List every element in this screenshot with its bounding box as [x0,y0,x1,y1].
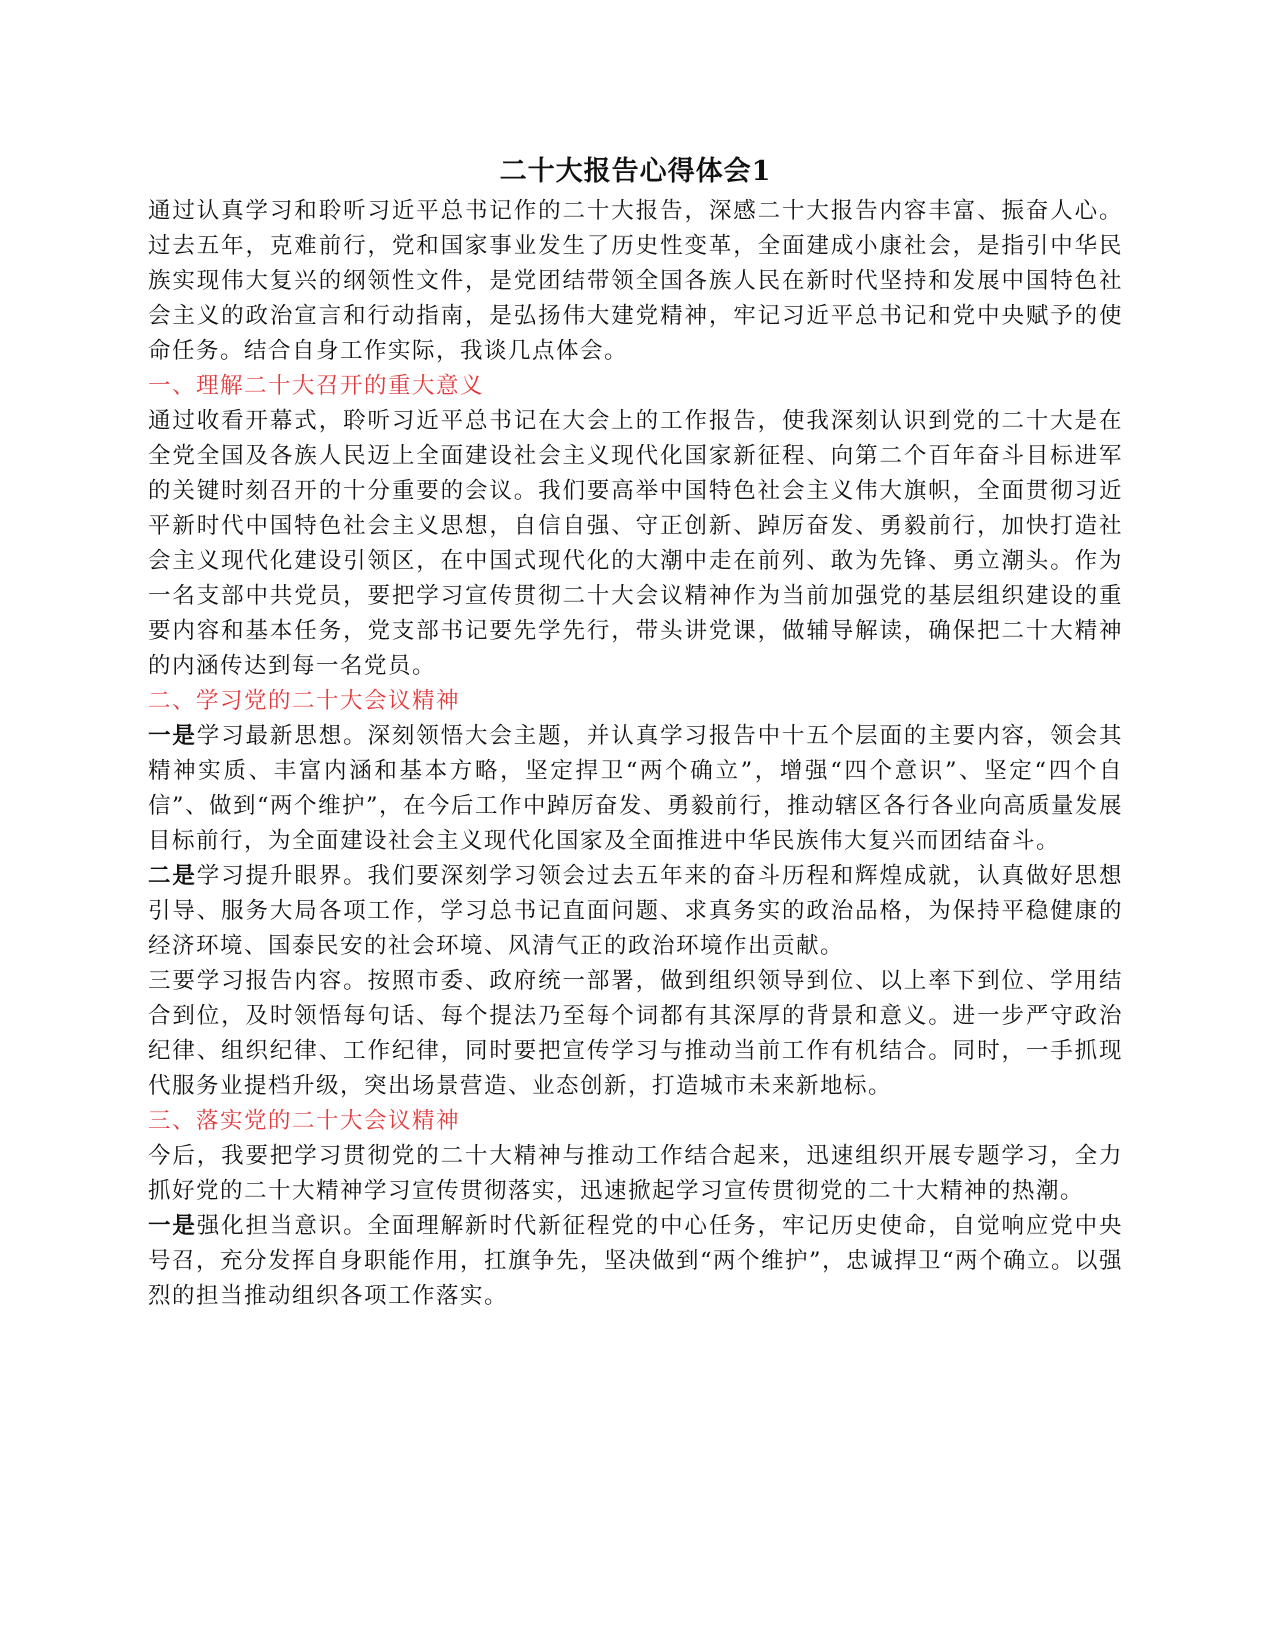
section-3-heading: 三、落实党的二十大会议精神 [148,1108,461,1134]
paragraph-text: 学习提升眼界。我们要深刻学习领会过去五年来的奋斗历程和辉煌成就，认真做好思想引导、服务大局各项工作，学习总书记直面问题、求真务实的政治品格，为保持平稳健康的经济环境、国泰民安的社会环境、风清气正的政治环境作出贡献。 [148,863,1123,959]
paragraph-lead: 一是 [148,723,197,749]
paragraph-text: 通过收看开幕式，聆听习近平总书记在大会上的工作报告，使我深刻认识到党的二十大是在全党全国及各族人民迈上全面建设社会主义现代化国家新征程、向第二个百年奋斗目标进军的关键时刻召开的十分重要的会议。我们要高举中国特色社会主义伟大旗帜，全面贯彻习近平新时代中国特色社会主义思想，自信自强、守正创新、踔厉奋发、勇毅前行，加快打造社会主义现代化建设引领区，在中国式现代化的大潮中走在前列、敢为先锋、勇立潮头。作为一名支部中共党员，要把学习宣传贯彻二十大会议精神作为当前加强党的基层组织建设的重要内容和基本任务，党支部书记要先学先行，带头讲党课，做辅导解读，确保把二十大精神的内涵传达到每一名党员。 [148,408,1123,679]
section-1-paragraph-1 [148,404,1123,684]
section-3-paragraph-1 [148,1139,1123,1209]
section-2-paragraph-3 [148,964,1123,1104]
paragraph-text: 今后，我要把学习贯彻党的二十大精神与推动工作结合起来，迅速组织开展专题学习，全力抓好党的二十大精神学习宣传贯彻落实，迅速掀起学习宣传贯彻党的二十大精神的热潮。 [148,1143,1123,1204]
section-1-heading: 一、理解二十大召开的重大意义 [148,373,485,399]
intro-paragraph: 通过认真学习和聆听习近平总书记作的二十大报告，深感二十大报告内容丰富、振奋人心。过去五年，克难前行，党和国家事业发生了历史性变革，全面建成小康社会，是指引中华民族实现伟大复兴的纲领性文件，是党团结带领全国各族人民在新时代坚持和发展中国特色社会主义的政治宣言和行动指南，是弘扬伟大建党精神，牢记习近平总书记和党中央赋予的使命任务。结合自身工作实际，我谈几点体会。 [148,198,1123,364]
section-2-paragraph-2 [148,859,1123,964]
paragraph-text: 学习最新思想。深刻领悟大会主题，并认真学习报告中十五个层面的主要内容，领会其精神实质、丰富内涵和基本方略，坚定捍卫“两个确立”，增强“四个意识”、坚定“四个自信”、做到“两个维护”，在今后工作中踔厉奋发、勇毅前行，推动辖区各行各业向高质量发展目标前行，为全面建设社会主义现代化国家及全面推进中华民族伟大复兴而团结奋斗。 [148,723,1124,854]
paragraph-text: 三要学习报告内容。按照市委、政府统一部署，做到组织领导到位、以上率下到位、学用结合到位，及时领悟每句话、每个提法乃至每个词都有其深厚的背景和意义。进一步严守政治纪律、组织纪律、工作纪律，同时要把宣传学习与推动当前工作有机结合。同时，一手抓现代服务业提档升级，突出场景营造、业态创新，打造城市未来新地标。 [148,968,1123,1099]
document-title: 二十大报告心得体会1 [499,156,772,187]
section-2-paragraph-1 [148,719,1123,859]
section-2-heading: 二、学习党的二十大会议精神 [148,688,461,714]
document-body [148,152,1123,1314]
section-3-paragraph-2 [148,1209,1123,1314]
paragraph-lead: 一是 [148,1213,197,1239]
paragraph-lead: 二是 [148,863,197,889]
paragraph-text: 强化担当意识。全面理解新时代新征程党的中心任务，牢记历史使命，自觉响应党中央号召，充分发挥自身职能作用，扛旗争先，坚决做到“两个维护”，忠诚捍卫“两个确立。以强烈的担当推动组织各项工作落实。 [148,1213,1124,1309]
